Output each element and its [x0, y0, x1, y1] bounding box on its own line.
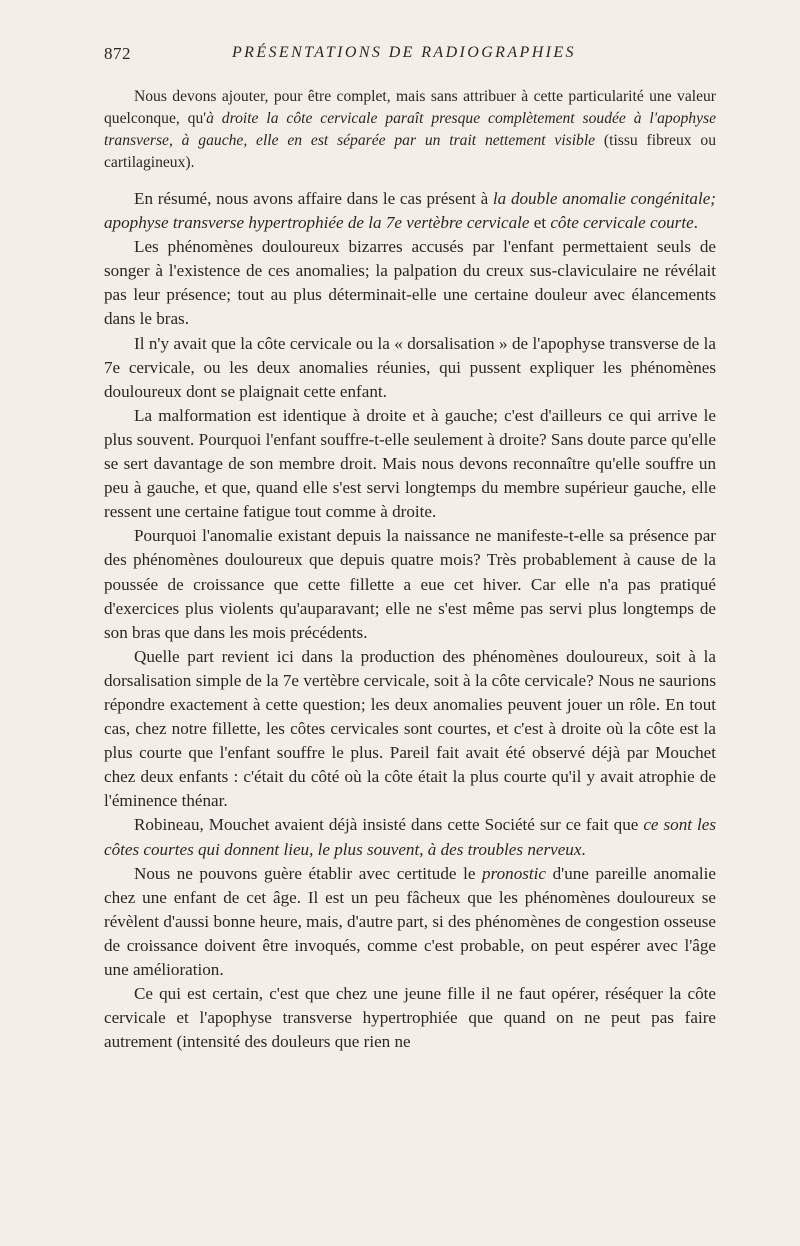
paragraph	[104, 86, 716, 174]
paragraph	[104, 813, 716, 861]
text-run: La malformation est identique à droite et à gauche; c'est d'ailleurs ce qui arrive le plus souvent. Pourquoi l'enfant souffre-t-elle seulement à droite? Sans doute parce qu'elle se sert davantage de son membre droit. Mais nous devons reconnaître qu'elle souffre un peu à gauche, et que, quand elle s'est servi longtemps du membre supérieur gauche, elle ressent une certaine fatigue tout comme à droite.	[104, 405, 716, 522]
text-run: Quelle part revient ici dans la production des phénomènes douloureux, soit à la dorsalisation simple de la 7e vertèbre cervicale, soit à la côte cervicale? Nous ne saurions répondre exactement à cette question; les deux anomalies peuvent jouer un rôle. En tout cas, chez notre fillette, les côtes cervicales sont courtes, et c'est à droite où la côte est la plus courte que l'enfant souffre le plus. Pareil fait avait été observé déjà par Mouchet chez deux enfants : c'était du côté où la côte était la plus courte qu'il y avait atrophie de l'éminence thénar.	[104, 646, 716, 811]
italic-run: côte cervicale courte	[550, 213, 694, 233]
text-run: .	[693, 213, 698, 233]
italic-run: ce sont les côtes courtes qui donnent lieu, le plus souvent, à des troubles nerveux	[104, 815, 716, 859]
paragraph	[104, 645, 716, 814]
italic-run: à droite la côte cervicale paraît presque complètement soudée à l'apophyse transverse, à gauche, elle en est séparée par un trait nettement visible	[104, 110, 716, 149]
paragraph	[104, 524, 716, 644]
paragraph	[104, 404, 716, 524]
text-run: Les phénomènes douloureux bizarres accusés par l'enfant permettaient seuls de songer à l'existence de ces anomalies; la palpation du creux sus-claviculaire ne révélait pas leur présence; tout au plus déterminait-elle une certaine douleur avec élancements dans le bras.	[104, 237, 716, 329]
paragraph	[104, 862, 716, 982]
body-text	[104, 86, 716, 1054]
text-run: et	[529, 213, 551, 233]
italic-run: pronostic	[482, 863, 546, 883]
paragraph	[104, 235, 716, 331]
text-run: (tissu fibreux ou cartilagineux).	[104, 132, 716, 171]
running-title: PRÉSENTATIONS DE RADIOGRAPHIES	[232, 44, 576, 61]
text-run: Pourquoi l'anomalie existant depuis la naissance ne manifeste-t-elle sa présence par des phénomènes douloureux que depuis quatre mois? Très probablement à cause de la poussée de croissance que cette fillette a eue cet hiver. Car elle n'a pas pratiqué d'exercices plus violents qu'auparavant; elle ne s'est même pas servi plus longtemps de son bras que dans les mois précédents.	[104, 526, 716, 642]
text-run: Nous ne pouvons guère établir avec certitude le	[134, 863, 483, 883]
paragraph	[104, 187, 716, 235]
text-run: Robineau, Mouchet avaient déjà insisté dans cette Société sur ce fait que	[134, 815, 644, 835]
paragraph	[104, 982, 716, 1054]
text-run: d'une pareille anomalie chez une enfant de cet âge. Il est un peu fâcheux que les phénomènes douloureux se révèlent d'aussi bonne heure, mais, d'autre part, si des phénomènes de congestion osseuse de croissance doivent être invoqués, comme c'est probable, on peut espérer avec l'âge une amélioration.	[104, 863, 716, 979]
page-header	[104, 44, 724, 70]
text-run: .	[581, 839, 586, 859]
page-number: 872	[104, 44, 131, 63]
text-run: Ce qui est certain, c'est que chez une jeune fille il ne faut opérer, réséquer la côte cervicale et l'apophyse transverse hypertrophiée que quand on ne peut pas faire autrement (intensité des douleurs que rien ne	[104, 984, 716, 1052]
paragraph	[104, 332, 716, 404]
italic-run: la double anomalie congénitale; apophyse transverse hypertrophiée de la 7e vertèbre cervicale	[104, 189, 716, 233]
text-run: Il n'y avait que la côte cervicale ou la « dorsalisation » de l'apophyse transverse de la 7e cervicale, ou les deux anomalies réunies, qui pussent expliquer les phénomènes douloureux dont se plaignait cette enfant.	[104, 333, 716, 401]
text-run: Nous devons ajouter, pour être complet, mais sans attribuer à cette particularité une valeur quelconque, qu'	[104, 88, 716, 127]
text-run: En résumé, nous avons affaire dans le cas présent à	[134, 189, 493, 208]
